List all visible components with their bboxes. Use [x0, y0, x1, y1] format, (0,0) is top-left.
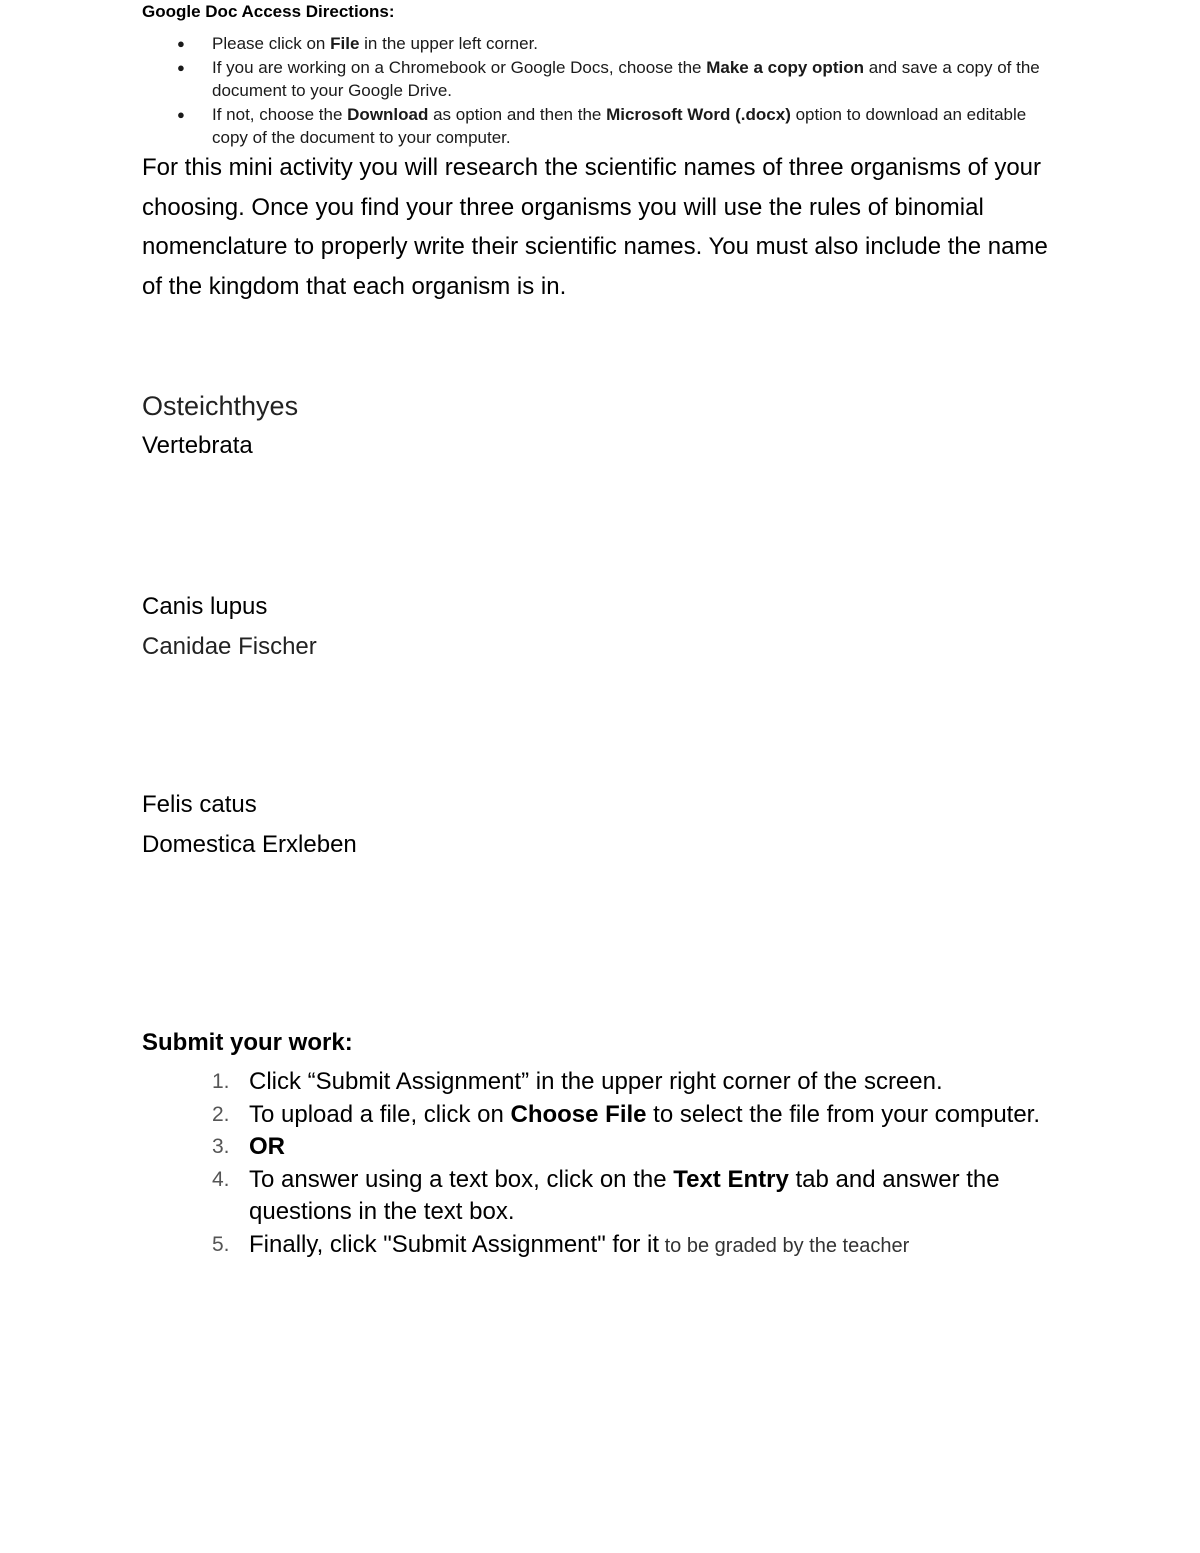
list-item: ● If not, choose the Download as option and then the Microsoft Word (.docx) option to download an editable copy of the document to your computer. — [177, 104, 1027, 147]
file-menu-reference: File — [330, 34, 360, 53]
step-number: 2. — [212, 1102, 230, 1126]
list-item: 2. To upload a file, click on Choose File to select the file from your computer. — [142, 1099, 1062, 1132]
bullet-icon: ● — [177, 106, 185, 122]
download-reference: Download — [347, 104, 429, 124]
list-item: ● Please click on File in the upper left corner. — [142, 32, 1062, 56]
bullet-icon: ● — [177, 59, 185, 75]
step-number: 5. — [212, 1232, 230, 1256]
word-docx-reference: Microsoft Word (.docx) — [606, 104, 791, 124]
list-item: 1. Click “Submit Assignment” in the upper right corner of the screen. — [142, 1066, 1062, 1099]
submit-heading: Submit your work: — [142, 1029, 353, 1056]
list-item: ● If you are working on a Chromebook or Google Docs, choose the Make a copy option and save a copy of the document to your Google Drive. — [177, 57, 1040, 100]
make-copy-reference: Make a copy option — [706, 57, 864, 77]
choose-file-reference: Choose File — [510, 1100, 647, 1128]
activity-instructions: For this mini activity you will research the scientific names of three organisms of your choosing. Once you find your three organisms you will use the rules of binomial nomenclature to properly write their scientific names. You must also include the name of the kingdom that each organism is in. — [142, 154, 1048, 300]
list-item: 5. Finally, click "Submit Assignment" for it to be graded by the teacher — [142, 1229, 1062, 1263]
organism-entry — [142, 386, 298, 466]
list-item: 4. To answer using a text box, click on the Text Entry tab and answer the questions in the text box. — [212, 1165, 1000, 1225]
organism-classification: Vertebrata — [142, 432, 253, 459]
organism-entry — [142, 785, 357, 865]
organism-name: Felis catus — [142, 791, 257, 818]
submit-steps-list — [142, 1066, 1062, 1262]
organism-classification: Domestica Erxleben — [142, 831, 357, 858]
access-directions-heading: Google Doc Access Directions: — [142, 2, 395, 21]
step-number: 4. — [212, 1167, 230, 1191]
organism-name: Canis lupus — [142, 593, 268, 620]
list-item: 3. OR — [142, 1131, 1062, 1164]
step-number: 1. — [212, 1070, 230, 1093]
organism-entry — [142, 587, 317, 667]
organism-classification: Canidae Fischer — [142, 633, 317, 660]
text-entry-reference: Text Entry — [673, 1165, 789, 1193]
bullet-icon: ● — [177, 36, 185, 51]
step-number: 3. — [212, 1135, 230, 1158]
access-directions-list — [142, 32, 1062, 150]
organism-name: Osteichthyes — [142, 391, 299, 421]
